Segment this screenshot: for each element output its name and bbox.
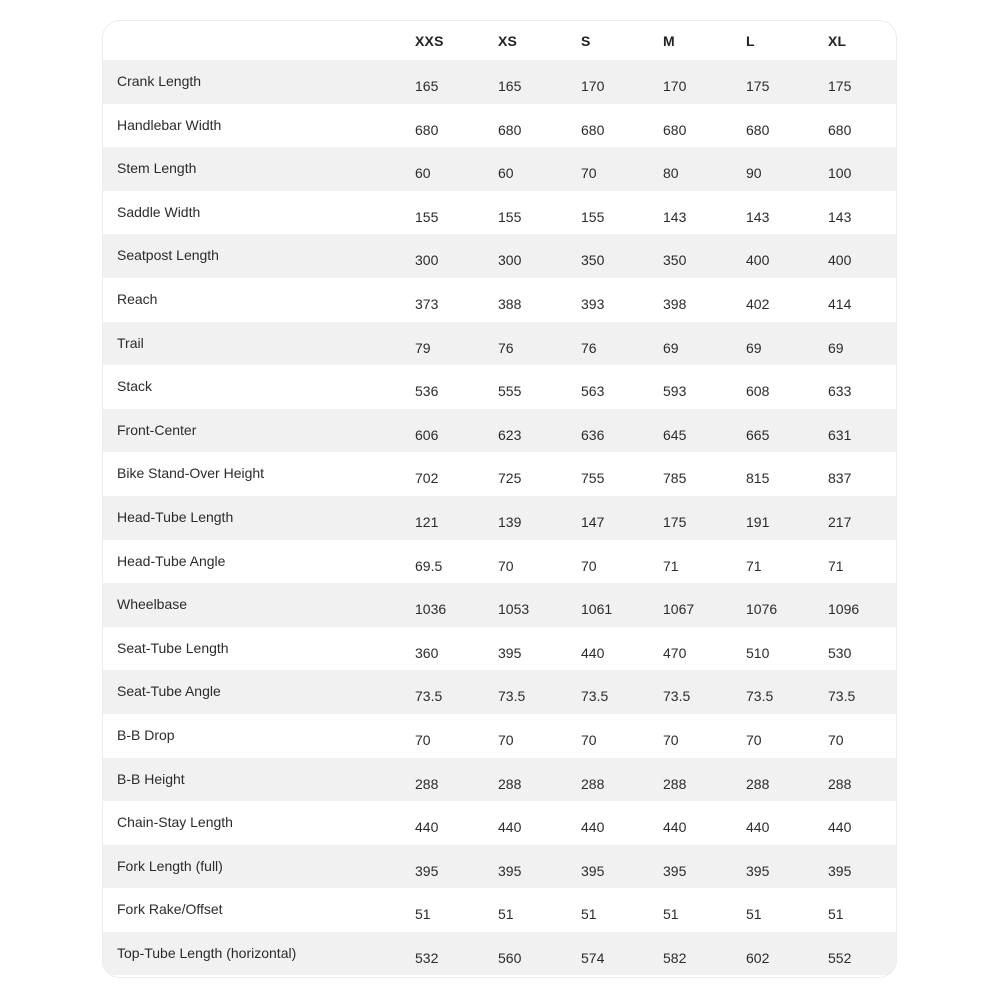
table-cell: 300 xyxy=(415,252,439,269)
table-cell: 170 xyxy=(581,78,605,94)
row-label: Top-Tube Length (horizontal) xyxy=(117,944,297,961)
table-cell: 623 xyxy=(498,426,522,443)
table-cell: 100 xyxy=(828,165,852,182)
table-row xyxy=(102,540,897,584)
table-cell: 73.5 xyxy=(746,688,774,705)
table-cell: 70 xyxy=(581,557,597,574)
row-label: Handlebar Width xyxy=(117,116,222,133)
table-cell: 79 xyxy=(415,339,431,356)
row-label: Bike Stand-Over Height xyxy=(117,465,265,482)
geometry-table xyxy=(102,20,897,978)
table-cell: 76 xyxy=(581,339,597,356)
table-cell: 288 xyxy=(746,775,770,792)
table-cell: 60 xyxy=(498,165,514,182)
table-cell: 1096 xyxy=(828,601,860,618)
table-cell: 725 xyxy=(498,470,522,487)
table-cell: 73.5 xyxy=(498,688,526,705)
table-cell: 593 xyxy=(663,383,687,400)
table-cell: 71 xyxy=(746,557,762,574)
table-cell: 175 xyxy=(746,78,770,94)
table-cell: 440 xyxy=(828,819,852,836)
table-cell: 70 xyxy=(415,731,431,748)
table-cell: 440 xyxy=(498,819,522,836)
table-cell: 530 xyxy=(828,644,852,661)
table-cell: 155 xyxy=(415,208,439,225)
table-cell: 1067 xyxy=(663,601,695,618)
table-cell: 400 xyxy=(828,252,852,269)
table-cell: 680 xyxy=(415,121,439,138)
row-label: Seatpost Length xyxy=(117,247,219,264)
table-cell: 582 xyxy=(663,949,687,966)
table-cell: 400 xyxy=(746,252,770,269)
table-cell: 785 xyxy=(663,470,687,487)
row-label: Chain-Stay Length xyxy=(117,814,233,831)
table-cell: 645 xyxy=(663,426,687,443)
table-cell: 143 xyxy=(746,208,770,225)
table-row xyxy=(102,409,897,453)
table-cell: 217 xyxy=(828,513,852,530)
row-label: Trail xyxy=(117,334,144,351)
table-cell: 300 xyxy=(498,252,522,269)
table-cell: 440 xyxy=(581,819,605,836)
table-cell: 175 xyxy=(663,513,687,530)
table-cell: 51 xyxy=(828,906,844,923)
table-cell: 665 xyxy=(746,426,770,443)
table-cell: 73.5 xyxy=(581,688,609,705)
table-cell: 121 xyxy=(415,513,439,530)
table-row xyxy=(102,801,897,845)
row-label: Seat-Tube Angle xyxy=(117,683,221,700)
table-cell: 71 xyxy=(828,557,844,574)
table-row xyxy=(102,583,897,627)
table-cell: 755 xyxy=(581,470,605,487)
row-label: Fork Length (full) xyxy=(117,857,223,874)
table-row xyxy=(102,888,897,932)
row-label: Front-Center xyxy=(117,421,197,438)
table-cell: 395 xyxy=(498,644,522,661)
table-body xyxy=(102,60,897,975)
column-header-xxs: XXS xyxy=(415,33,444,49)
table-cell: 395 xyxy=(498,862,522,879)
table-cell: 51 xyxy=(581,906,597,923)
row-label: B-B Drop xyxy=(117,726,175,743)
table-cell: 680 xyxy=(828,121,852,138)
table-cell: 440 xyxy=(415,819,439,836)
table-cell: 388 xyxy=(498,295,522,312)
table-row xyxy=(102,365,897,409)
table-row xyxy=(102,714,897,758)
table-row xyxy=(102,452,897,496)
table-cell: 602 xyxy=(746,949,770,966)
table-cell: 70 xyxy=(581,731,597,748)
table-cell: 155 xyxy=(581,208,605,225)
table-cell: 70 xyxy=(498,557,514,574)
table-cell: 395 xyxy=(415,862,439,879)
table-cell: 680 xyxy=(663,121,687,138)
table-cell: 288 xyxy=(828,775,852,792)
table-cell: 606 xyxy=(415,426,439,443)
table-cell: 1061 xyxy=(581,601,613,618)
table-cell: 71 xyxy=(663,557,679,574)
table-cell: 80 xyxy=(663,165,679,182)
table-cell: 563 xyxy=(581,383,605,400)
table-cell: 360 xyxy=(415,644,439,661)
table-cell: 395 xyxy=(746,862,770,879)
table-cell: 702 xyxy=(415,470,439,487)
table-cell: 633 xyxy=(828,383,852,400)
table-row xyxy=(102,627,897,671)
table-cell: 60 xyxy=(415,165,431,182)
row-label: Crank Length xyxy=(117,73,202,89)
table-cell: 51 xyxy=(498,906,514,923)
table-cell: 532 xyxy=(415,949,439,966)
table-cell: 398 xyxy=(663,295,687,312)
row-label: Saddle Width xyxy=(117,203,201,220)
table-cell: 815 xyxy=(746,470,770,487)
table-cell: 70 xyxy=(498,731,514,748)
table-row xyxy=(102,278,897,322)
table-cell: 837 xyxy=(828,470,852,487)
table-cell: 414 xyxy=(828,295,852,312)
table-cell: 76 xyxy=(498,339,514,356)
table-cell: 350 xyxy=(581,252,605,269)
table-cell: 155 xyxy=(498,208,522,225)
table-cell: 395 xyxy=(581,862,605,879)
table-cell: 1053 xyxy=(498,601,530,618)
column-header-l: L xyxy=(746,33,755,49)
table-cell: 51 xyxy=(415,906,431,923)
table-row xyxy=(102,845,897,889)
row-label: B-B Height xyxy=(117,770,185,787)
table-cell: 288 xyxy=(498,775,522,792)
column-header-xs: XS xyxy=(498,33,518,49)
table-cell: 69.5 xyxy=(415,557,443,574)
table-cell: 191 xyxy=(746,513,770,530)
table-cell: 51 xyxy=(746,906,762,923)
row-label: Stack xyxy=(117,378,153,395)
table-row xyxy=(102,104,897,148)
table-row xyxy=(102,191,897,235)
table-cell: 288 xyxy=(415,775,439,792)
row-label: Wheelbase xyxy=(117,596,188,613)
table-cell: 680 xyxy=(746,121,770,138)
table-cell: 51 xyxy=(663,906,679,923)
table-cell: 73.5 xyxy=(663,688,691,705)
table-cell: 636 xyxy=(581,426,605,443)
table-cell: 143 xyxy=(828,208,852,225)
table-cell: 70 xyxy=(828,731,844,748)
table-cell: 147 xyxy=(581,513,605,530)
table-row xyxy=(102,234,897,278)
table-cell: 536 xyxy=(415,383,439,400)
table-row xyxy=(102,322,897,366)
table-cell: 402 xyxy=(746,295,770,312)
table-cell: 70 xyxy=(581,165,597,182)
table-cell: 139 xyxy=(498,513,522,530)
table-cell: 1036 xyxy=(415,601,447,618)
table-cell: 680 xyxy=(498,121,522,138)
table-cell: 90 xyxy=(746,165,762,182)
table-cell: 288 xyxy=(581,775,605,792)
table-cell: 395 xyxy=(663,862,687,879)
table-row xyxy=(102,758,897,802)
table-cell: 373 xyxy=(415,295,439,312)
column-header-xl: XL xyxy=(828,33,847,49)
table-row xyxy=(102,932,897,976)
table-cell: 170 xyxy=(663,78,687,94)
table-cell: 608 xyxy=(746,383,770,400)
table-cell: 560 xyxy=(498,949,522,966)
table-cell: 175 xyxy=(828,78,852,94)
table-cell: 165 xyxy=(498,78,522,94)
table-cell: 574 xyxy=(581,949,605,966)
table-cell: 552 xyxy=(828,949,852,966)
table-cell: 143 xyxy=(663,208,687,225)
table-cell: 631 xyxy=(828,426,852,443)
table-cell: 1076 xyxy=(746,601,778,618)
table-cell: 440 xyxy=(581,644,605,661)
column-header-m: M xyxy=(663,33,675,49)
row-label: Seat-Tube Length xyxy=(117,639,229,656)
table-cell: 680 xyxy=(581,121,605,138)
table-cell: 165 xyxy=(415,78,439,94)
table-header xyxy=(102,20,897,61)
table-cell: 69 xyxy=(746,339,762,356)
row-label: Fork Rake/Offset xyxy=(117,901,223,918)
table-cell: 69 xyxy=(663,339,679,356)
table-row xyxy=(102,496,897,540)
table-cell: 510 xyxy=(746,644,770,661)
table-cell: 395 xyxy=(828,862,852,879)
table-cell: 70 xyxy=(663,731,679,748)
row-label: Reach xyxy=(117,290,158,307)
row-label: Head-Tube Length xyxy=(117,508,234,525)
table-cell: 440 xyxy=(663,819,687,836)
table-cell: 393 xyxy=(581,295,605,312)
table-cell: 288 xyxy=(663,775,687,792)
table-cell: 470 xyxy=(663,644,687,661)
table-row xyxy=(102,60,897,104)
table-cell: 73.5 xyxy=(415,688,443,705)
table-row xyxy=(102,147,897,191)
table-cell: 73.5 xyxy=(828,688,856,705)
table-cell: 350 xyxy=(663,252,687,269)
column-header-s: S xyxy=(581,33,591,49)
table-cell: 440 xyxy=(746,819,770,836)
table-cell: 69 xyxy=(828,339,844,356)
table-cell: 555 xyxy=(498,383,522,400)
row-label: Head-Tube Angle xyxy=(117,552,226,569)
table-cell: 70 xyxy=(746,731,762,748)
table-row xyxy=(102,670,897,714)
row-label: Stem Length xyxy=(117,160,197,177)
